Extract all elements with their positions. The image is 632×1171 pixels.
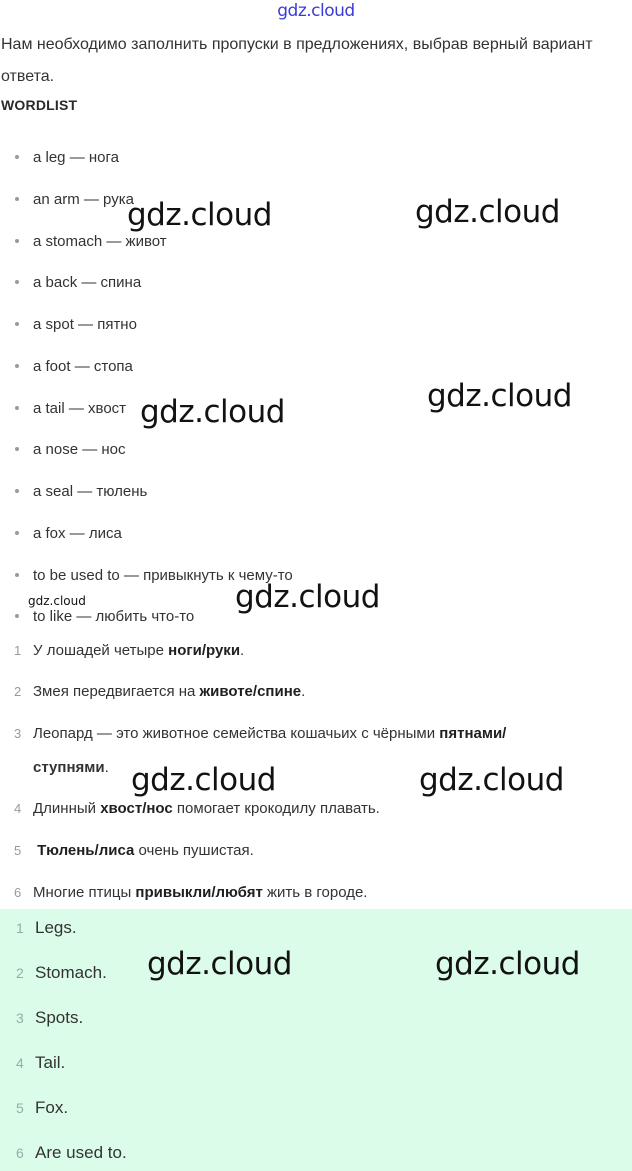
bullet-icon xyxy=(15,614,19,618)
question-item xyxy=(14,717,614,751)
intro-text: Нам необходимо заполнить пропуски в предложениях, выбрав верный вариант ответа. xyxy=(1,36,593,85)
question-text-end: . xyxy=(240,642,245,659)
wordlist-item-text: a fox — лиса xyxy=(33,525,122,542)
question-number: 2 xyxy=(14,684,22,699)
answer-text: Tail. xyxy=(35,1053,66,1072)
answer-item xyxy=(16,958,107,988)
question-text: Змея передвигается на xyxy=(33,683,200,700)
answer-text: Are used to. xyxy=(35,1143,127,1162)
question-item xyxy=(14,834,614,868)
watermark: gdz.cloud xyxy=(131,762,276,798)
question-text: Многие птицы xyxy=(33,884,136,901)
question-item xyxy=(14,634,614,668)
answer-number: 4 xyxy=(16,1055,24,1071)
wordlist-item xyxy=(15,438,126,462)
wordlist-item-text: a seal — тюлень xyxy=(33,483,148,500)
wordlist-item xyxy=(15,605,194,629)
question-item xyxy=(14,675,614,709)
question-text: Леопард — это животное семейства кошачьих с чёрными xyxy=(33,725,440,742)
wordlist-item xyxy=(15,188,134,212)
answer-text: Fox. xyxy=(35,1098,69,1117)
bullet-icon xyxy=(15,197,19,201)
watermark: gdz.cloud xyxy=(419,762,564,798)
bullet-icon xyxy=(15,364,19,368)
answer-number: 2 xyxy=(16,965,24,981)
question-number: 4 xyxy=(14,801,22,816)
wordlist-item xyxy=(15,271,141,295)
answer-number: 3 xyxy=(16,1010,24,1026)
watermark: gdz.cloud xyxy=(140,394,285,430)
question-item xyxy=(14,876,614,910)
watermark-small: gdz.cloud xyxy=(28,594,86,608)
watermark: gdz.cloud xyxy=(147,946,292,982)
answer-text: Spots. xyxy=(35,1008,84,1027)
wordlist-item xyxy=(15,146,119,170)
wordlist-item-text: a tail — хвост xyxy=(33,400,127,417)
bullet-icon xyxy=(15,155,19,159)
watermark: gdz.cloud xyxy=(435,946,580,982)
answer-item xyxy=(16,913,77,943)
answer-item xyxy=(16,1003,83,1033)
bullet-icon xyxy=(15,406,19,410)
question-number: 3 xyxy=(14,726,22,741)
watermark: gdz.cloud xyxy=(415,194,560,230)
bullet-icon xyxy=(15,531,19,535)
question-text: У лошадей четыре xyxy=(33,642,169,659)
answer-number: 1 xyxy=(16,920,24,936)
wordlist-item-text: a stomach — живот xyxy=(33,233,167,250)
question-3-continuation xyxy=(33,751,109,785)
wordlist-item xyxy=(15,480,147,504)
answer-item xyxy=(16,1048,65,1078)
bullet-icon xyxy=(15,239,19,243)
wordlist-item-text: an arm — рука xyxy=(33,191,134,208)
question-options: привыкли/любят xyxy=(135,884,263,901)
answer-text: Legs. xyxy=(35,918,77,937)
question-options: ступнями xyxy=(33,759,105,776)
bullet-icon xyxy=(15,489,19,493)
wordlist-item xyxy=(15,397,126,421)
question-text-end: жить в городе. xyxy=(262,884,368,901)
wordlist-title: WORDLIST xyxy=(1,97,78,113)
wordlist-item-text: a nose — нос xyxy=(33,441,126,458)
wordlist-item xyxy=(15,313,137,337)
wordlist-item xyxy=(15,522,122,546)
bullet-icon xyxy=(15,280,19,284)
question-options: хвост/нос xyxy=(100,800,173,817)
question-text-end: . xyxy=(301,683,306,700)
question-text-end: помогает крокодилу плавать. xyxy=(172,800,380,817)
question-text-end: . xyxy=(104,759,109,776)
question-options: ноги/руки xyxy=(168,642,241,659)
answer-item xyxy=(16,1093,68,1123)
bullet-icon xyxy=(15,447,19,451)
question-text: Длинный xyxy=(33,800,101,817)
answer-number: 5 xyxy=(16,1100,24,1116)
question-number: 1 xyxy=(14,643,22,658)
wordlist-item xyxy=(15,230,167,254)
question-options: пятнами/ xyxy=(439,725,507,742)
wordlist-item-text: a leg — нога xyxy=(33,149,119,166)
answer-item xyxy=(16,1138,127,1168)
wordlist-item-text: to be used to — привыкнуть к чему-то xyxy=(33,567,293,584)
question-options: Тюлень/лиса xyxy=(37,842,135,859)
watermark: gdz.cloud xyxy=(127,197,272,233)
wordlist-item-text: a foot — стопа xyxy=(33,358,133,375)
watermark: gdz.cloud xyxy=(235,579,380,615)
wordlist-item-text: a back — спина xyxy=(33,274,142,291)
wordlist-item-text: a spot — пятно xyxy=(33,316,137,333)
answer-number: 6 xyxy=(16,1145,24,1161)
bullet-icon xyxy=(15,322,19,326)
wordlist-item-text: to like — любить что-то xyxy=(33,608,195,625)
answer-text: Stomach. xyxy=(35,963,107,982)
question-text-end: очень пушистая. xyxy=(134,842,254,859)
wordlist-item xyxy=(15,355,133,379)
header-watermark: gdz.cloud xyxy=(277,1,355,21)
watermark: gdz.cloud xyxy=(427,378,572,414)
question-number: 5 xyxy=(14,843,22,858)
question-options: животе/спине xyxy=(199,683,302,700)
question-number: 6 xyxy=(14,885,22,900)
bullet-icon xyxy=(15,573,19,577)
